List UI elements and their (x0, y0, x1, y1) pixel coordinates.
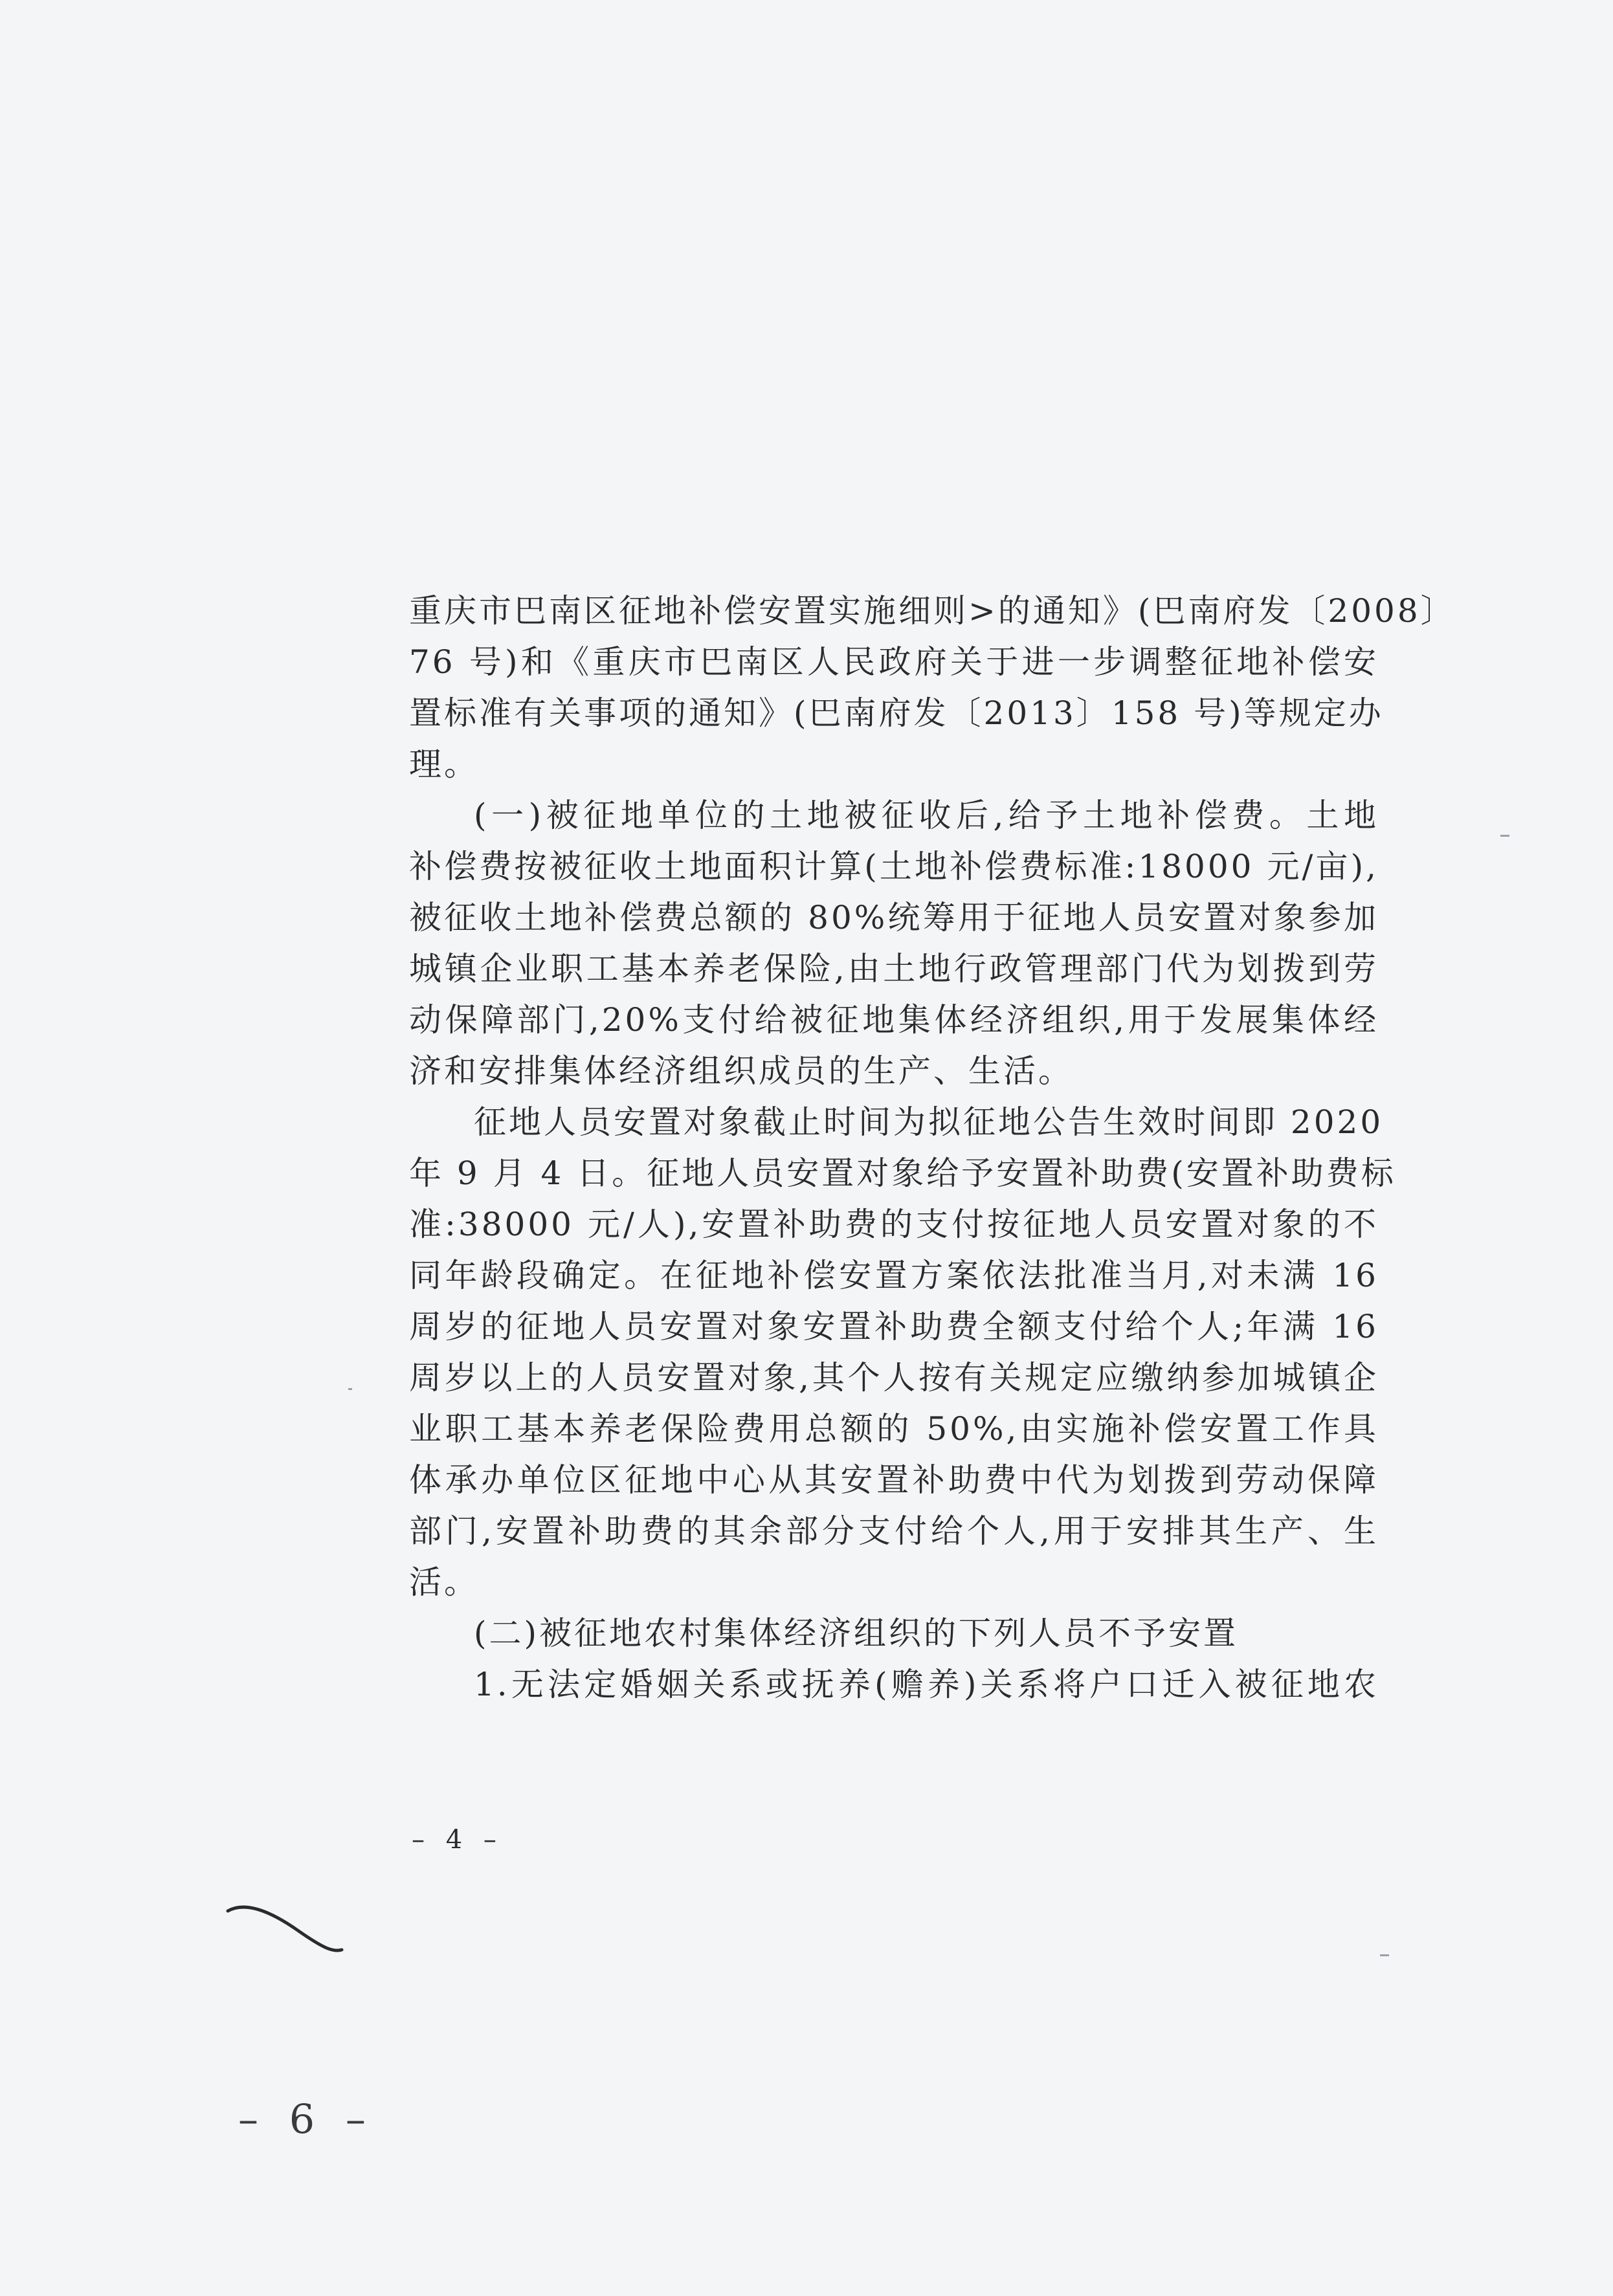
text-line: 济和安排集体经济组织成员的生产、生活。 (409, 1052, 1073, 1090)
text-line: 同年龄段确定。在征地补偿安置方案依法批准当月,对未满 16 (409, 1257, 1379, 1294)
text-line: 补偿费按被征收土地面积计算(土地补偿费标准:18000 元/亩), (409, 848, 1379, 885)
text-line: 被征收土地补偿费总额的 80%统筹用于征地人员安置对象参加 (409, 899, 1379, 936)
text-line: 部门,安置补助费的其余部分支付给个人,用于安排其生产、生 (409, 1512, 1379, 1550)
outer-page-number: – 6 – (238, 2095, 375, 2143)
pen-stroke-mark (220, 1899, 350, 1958)
text-line: (二)被征地农村集体经济组织的下列人员不予安置 (474, 1615, 1239, 1652)
text-line: 业职工基本养老保险费用总额的 50%,由实施补偿安置工作具 (409, 1410, 1379, 1448)
body-text (409, 586, 1456, 1710)
text-line: 置标准有关事项的通知》(巴南府发〔2013〕158 号)等规定办 (409, 694, 1384, 732)
text-line: 活。 (409, 1563, 479, 1601)
text-line: 76 号)和《重庆市巴南区人民政府关于进一步调整征地补偿安 (409, 643, 1379, 681)
text-line: 周岁以上的人员安置对象,其个人按有关规定应缴纳参加城镇企 (409, 1359, 1379, 1396)
text-line: 动保障部门,20%支付给被征地集体经济组织,用于发展集体经 (409, 1001, 1379, 1039)
text-line: 1.无法定婚姻关系或抚养(赡养)关系将户口迁入被征地农 (474, 1666, 1379, 1703)
scan-edge-mark (348, 1388, 352, 1390)
text-line: (一)被征地单位的土地被征收后,给予土地补偿费。土地 (474, 797, 1379, 834)
text-line: 体承办单位区征地中心从其安置补助费中代为划拨到劳动保障 (409, 1461, 1379, 1499)
text-line: 年 9 月 4 日。征地人员安置对象给予安置补助费(安置补助费标 (409, 1154, 1396, 1192)
text-line: 重庆市巴南区征地补偿安置实施细则>的通知》(巴南府发〔2008〕 (409, 592, 1456, 630)
text-line: 准:38000 元/人),安置补助费的支付按征地人员安置对象的不 (409, 1206, 1379, 1243)
text-line: 理。 (409, 745, 479, 783)
scan-edge-mark (1380, 1954, 1389, 1956)
text-line: 周岁的征地人员安置对象安置补助费全额支付给个人;年满 16 (409, 1308, 1379, 1345)
scan-edge-mark (1500, 835, 1509, 837)
text-line: 征地人员安置对象截止时间为拟征地公告生效时间即 2020 (474, 1103, 1384, 1141)
inner-page-number: – 4 – (412, 1825, 503, 1855)
text-line: 城镇企业职工基本养老保险,由土地行政管理部门代为划拨到劳 (409, 950, 1379, 988)
